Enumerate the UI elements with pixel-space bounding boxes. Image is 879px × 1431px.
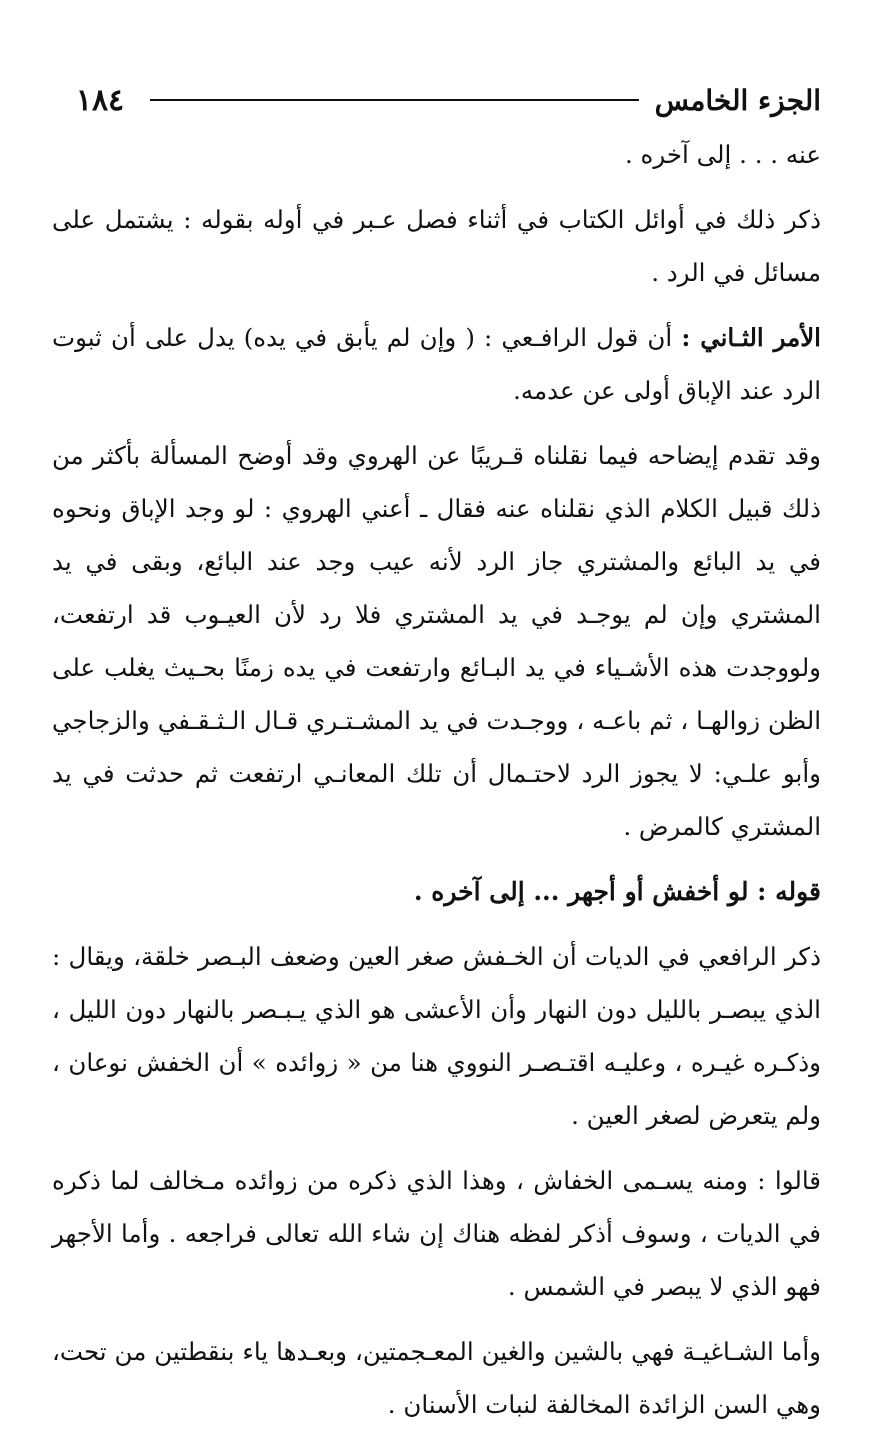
section-lead-second-matter: الأمر الثـاني : bbox=[681, 323, 821, 352]
paragraph-text: عنه . . . إلى آخره . bbox=[624, 140, 821, 169]
section-heading: قوله : لو أخفش أو أجهر ... إلى آخره . bbox=[413, 877, 821, 906]
page-header bbox=[52, 78, 821, 122]
page-body bbox=[52, 128, 821, 1431]
paragraph: وأما الشـاغيـة فهي بالشين والغين المعـجمتين، وبعـدها ياء بنقطتين من تحت، وهي السن الزائدة المخالفة لنبات الأسنان . bbox=[52, 1337, 821, 1419]
paragraph-text: ذكر ذلك في أوائل الكتاب في أثناء فصل عـبر في أوله بقوله : يشتمل على مسائل في الرد . bbox=[52, 205, 821, 287]
paragraph-text: وقد تقدم إيضاحه فيما نقلناه قـريبًا عن الهروي وقد أوضح المسألة بأكثر من ذلك قبيل الكلام الذي نقلناه عنه فقال ـ أعني الهروي : لو وجد الإباق ونحوه في يد البائع والمشتري جاز الرد لأنه عيب وجد عند البائع، وبقى في يد المشتري وإن لم يوجـد في يد المشتري فلا رد لأن العيـوب قد ارتفعت، ولووجدت هذه الأشـياء في يد البـائع وارتفعت في يده زمنًا بحـيث يغلب على الظن زوالهـا ، ثم باعـه ، ووجـدت في يد المشـتـري قـال الـثـقـفي والزجاجي وأبو علـي: لا يجوز الرد لاحتـمال أن تلك المعانـي ارتفعت ثم حدثت في يد المشتري كالمرض . bbox=[52, 441, 821, 841]
header-rule bbox=[150, 99, 639, 101]
paragraph bbox=[52, 311, 821, 417]
paragraph: ذكر الرافعي في الديات أن الخـفش صغر العين وضعف البـصر خلقة، ويقال : الذي يبصـر بالليل دون النهار وأن الأعشى هو الذي يـبـصر بالنهار دون الليل ، وذكـره غيـره ، وعليـه اقتـصـر النووي هنا من « زوائده » أن الخفش نوعان ، ولم يتعرض لصغر العين . bbox=[52, 942, 821, 1130]
paragraph: قالوا : ومنه يسـمى الخفاش ، وهذا الذي ذكره من زوائده مـخالف لما ذكره في الديات ، وسوف أذكر لفظه هناك إن شاء الله تعالى فراجعه . وأما الأجهر فهو الذي لا يبصر في الشمس . bbox=[52, 1166, 821, 1301]
paragraph bbox=[52, 193, 821, 299]
page-number: ١٨٤ bbox=[75, 82, 125, 118]
paragraph bbox=[52, 429, 821, 853]
paragraph-text: أن قول الرافـعي : ( وإن لم يأبق في يده) يدل على أن ثبوت الرد عند الإباق أولى عن عدمه. bbox=[52, 323, 821, 405]
paragraph bbox=[52, 128, 821, 181]
running-title: الجزء الخامس bbox=[654, 83, 821, 117]
